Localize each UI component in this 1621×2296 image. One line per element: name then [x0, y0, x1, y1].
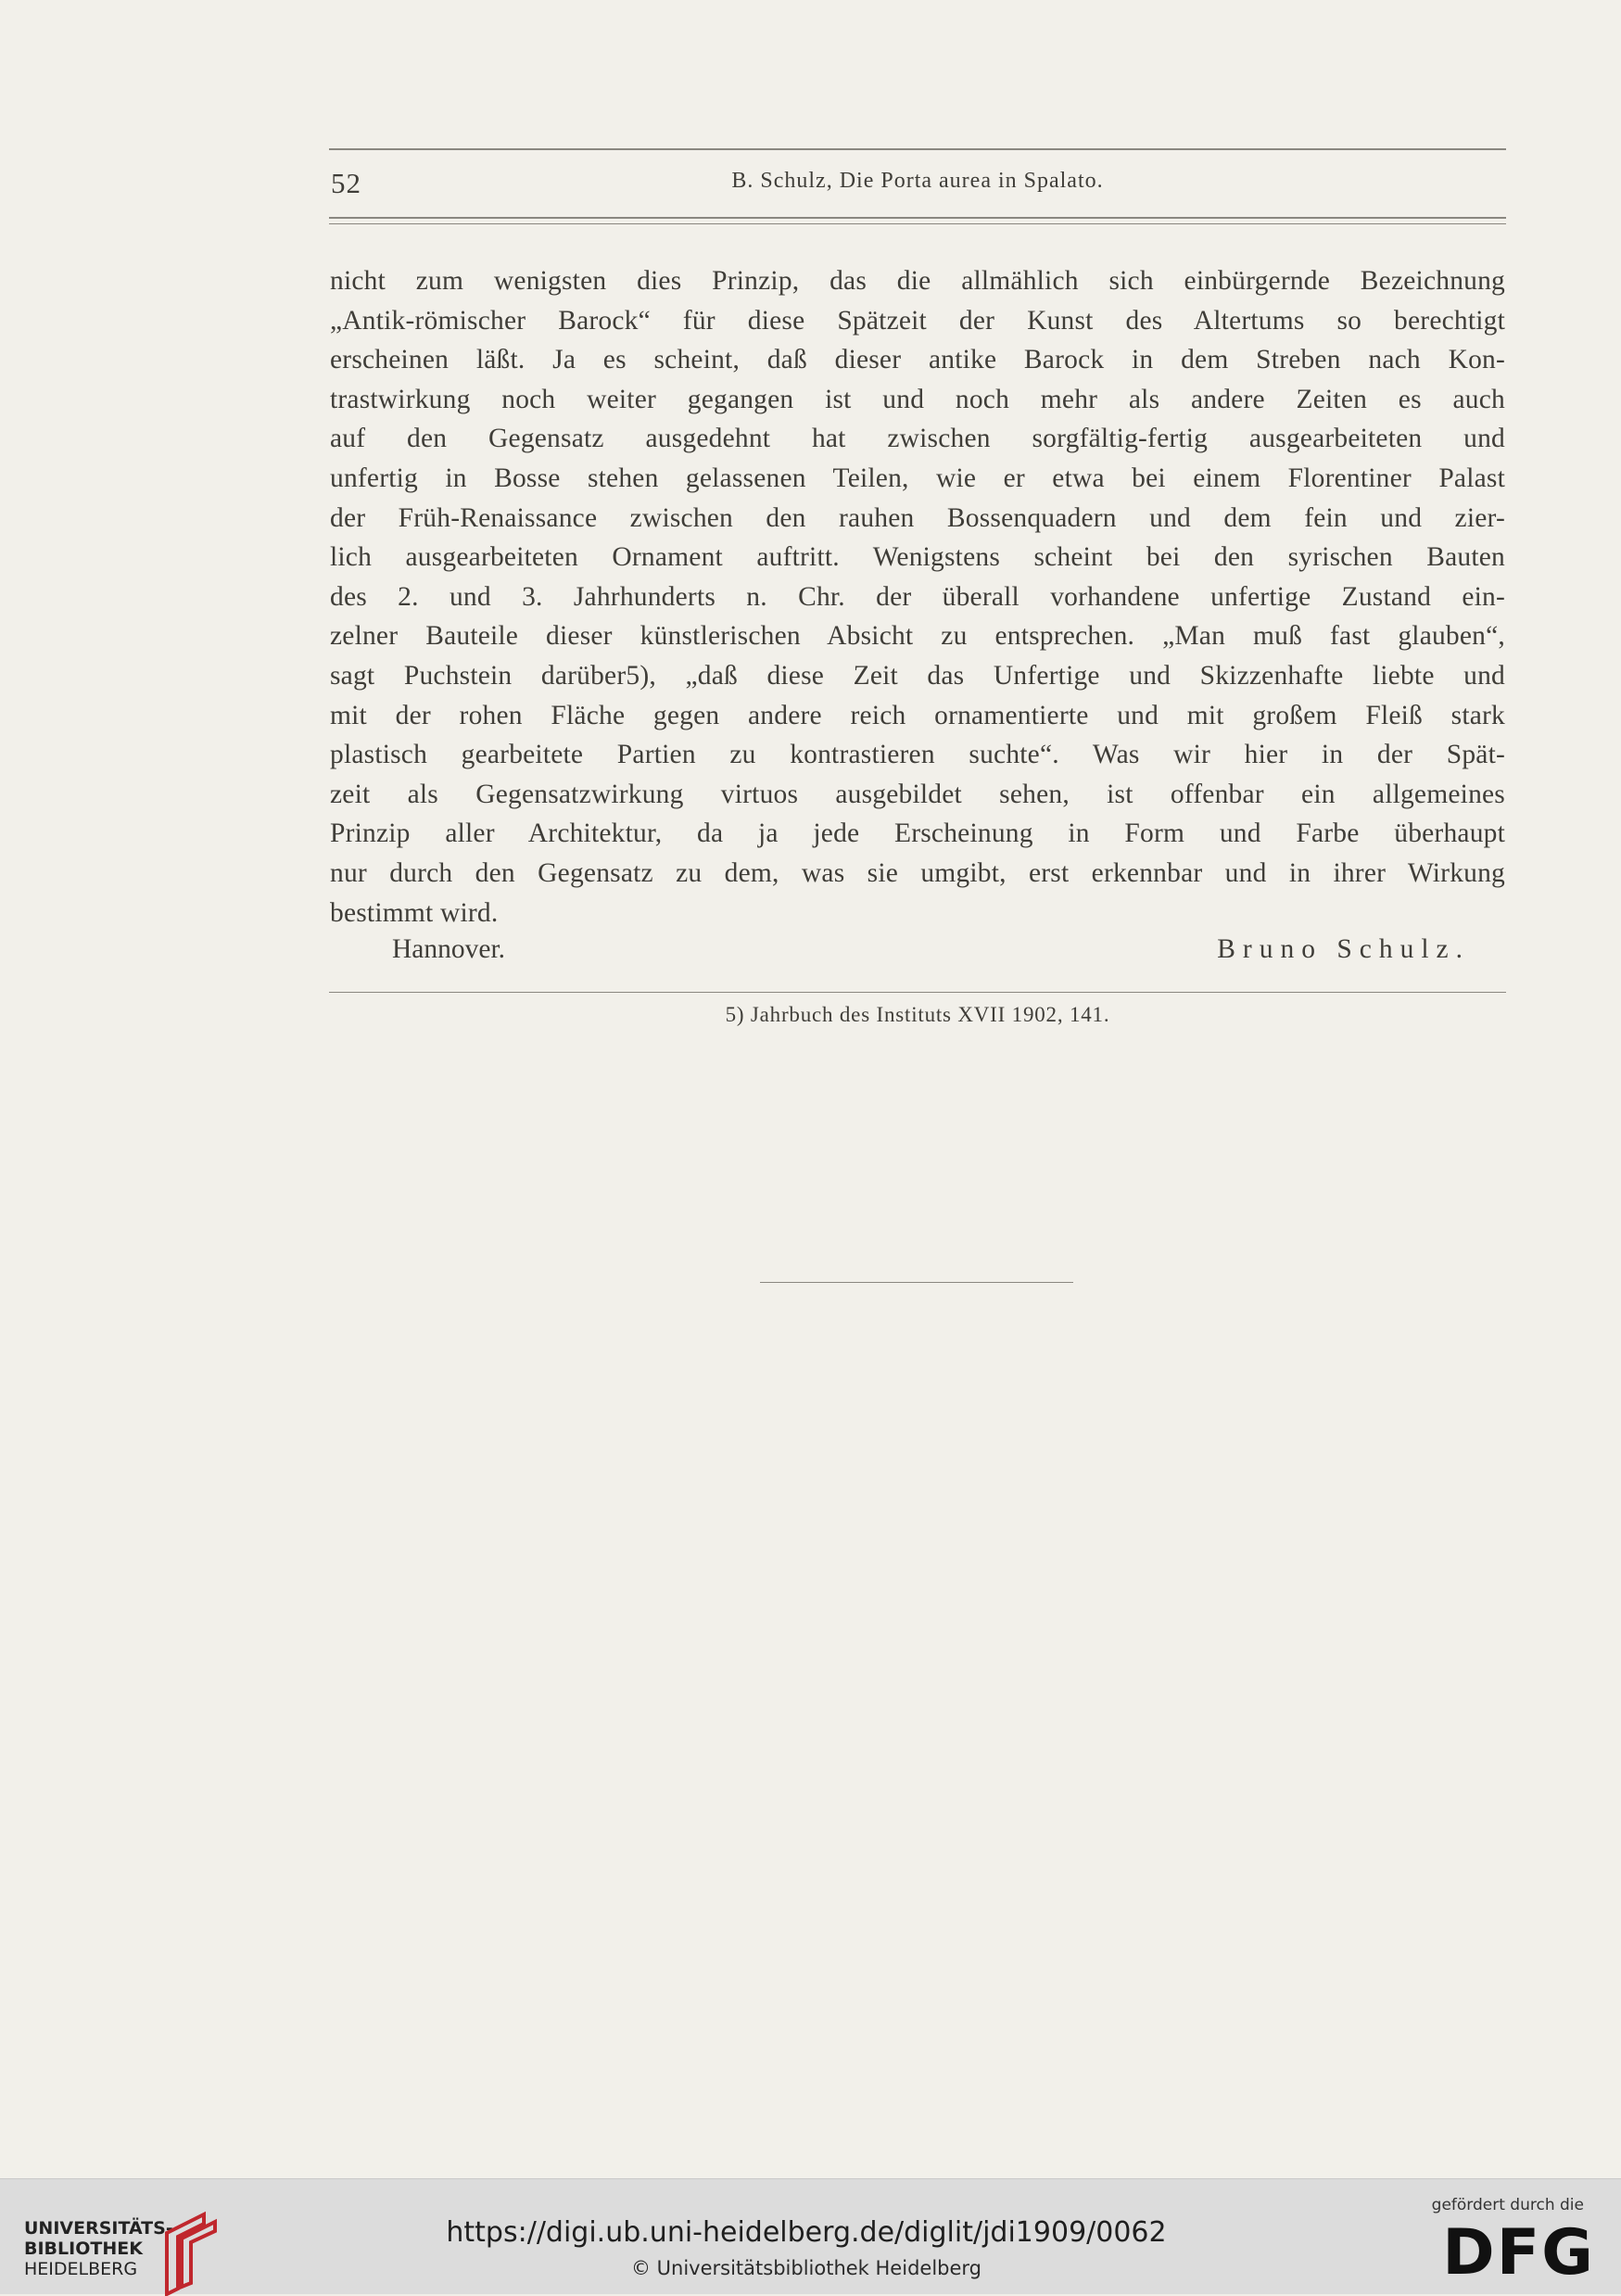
permalink-url[interactable]: https://digi.ub.uni-heidelberg.de/diglit/jdi1909/0062	[446, 2216, 1167, 2249]
text-line: mit der rohen Fläche gegen andere reich ornamentierte und mit großem Fleiß stark	[330, 700, 1505, 730]
dfg-logo: DFG	[1442, 2216, 1595, 2290]
text-line: auf den Gegensatz ausgedehnt hat zwischen sorgfältig-fertig ausgearbeiteten und	[330, 424, 1505, 454]
library-name-line3: HEIDELBERG	[24, 2259, 138, 2279]
page-number: 52	[331, 167, 361, 199]
text-line: lich ausgearbeiteten Ornament auftritt. Wenigstens scheint bei den syrischen Bauten	[330, 542, 1505, 573]
text-line: Prinzip aller Architektur, da ja jede Erscheinung in Form und Farbe überhaupt	[330, 818, 1505, 849]
text-line: zelner Bauteile dieser künstlerischen Absicht zu entsprechen. „Man muß fast glauben“,	[330, 621, 1505, 652]
footnote: 5) Jahrbuch des Instituts XVII 1902, 141.	[725, 1003, 1110, 1026]
text-line: erscheinen läßt. Ja es scheint, daß dieser antike Barock in dem Streben nach Kon-	[330, 345, 1505, 375]
running-title: B. Schulz, Die Porta aurea in Spalato.	[731, 169, 1104, 193]
text-line: plastisch gearbeitete Partien zu kontrastieren suchte“. Was wir hier in der Spät-	[330, 740, 1505, 770]
funded-by-label: gefördert durch die	[1431, 2196, 1584, 2214]
footnote-rule	[329, 992, 1506, 993]
text-line: trastwirkung noch weiter gegangen ist und noch mehr als andere Zeiten es auch	[330, 384, 1505, 414]
text-line: zeit als Gegensatzwirkung virtuos ausgebildet sehen, ist offenbar ein allgemeines	[330, 779, 1505, 809]
signature-place: Hannover.	[392, 934, 506, 964]
text-line: „Antik-römischer Barock“ für diese Spätzeit der Kunst des Altertums so berechtigt	[330, 305, 1505, 336]
library-logo-icon	[158, 2207, 226, 2296]
text-line: nur durch den Gegensatz zu dem, was sie umgibt, erst erkennbar und in ihrer Wirkung	[330, 857, 1505, 888]
body-paragraph	[330, 261, 1505, 932]
text-line: unfertig in Bosse stehen gelassenen Teilen, wie er etwa bei einem Florentiner Palast	[330, 463, 1505, 493]
text-line: sagt Puchstein darüber5), „daß diese Zeit das Unfertige und Skizzenhafte liebte und	[330, 660, 1505, 691]
library-name-line1: UNIVERSITÄTS-	[24, 2218, 173, 2239]
text-line-last: bestimmt wird.	[330, 897, 499, 928]
footer-bar	[0, 2178, 1621, 2294]
header-double-rule-lower	[329, 223, 1506, 224]
signature-author: Bruno Schulz.	[1217, 934, 1470, 964]
text-line: nicht zum wenigsten dies Prinzip, das die allmählich sich einbürgernde Bezeichnung	[330, 266, 1505, 296]
copyright-notice: © Universitätsbibliothek Heidelberg	[630, 2257, 981, 2279]
library-name	[24, 2218, 173, 2279]
header-top-rule	[329, 148, 1506, 150]
header-double-rule	[329, 217, 1506, 219]
text-line: der Früh-Renaissance zwischen den rauhen Bossenquadern und dem fein und zier-	[330, 502, 1505, 533]
text-line: des 2. und 3. Jahrhunderts n. Chr. der überall vorhandene unfertige Zustand ein-	[330, 581, 1505, 612]
end-rule	[760, 1282, 1073, 1283]
library-name-line2: BIBLIOTHEK	[24, 2239, 143, 2259]
